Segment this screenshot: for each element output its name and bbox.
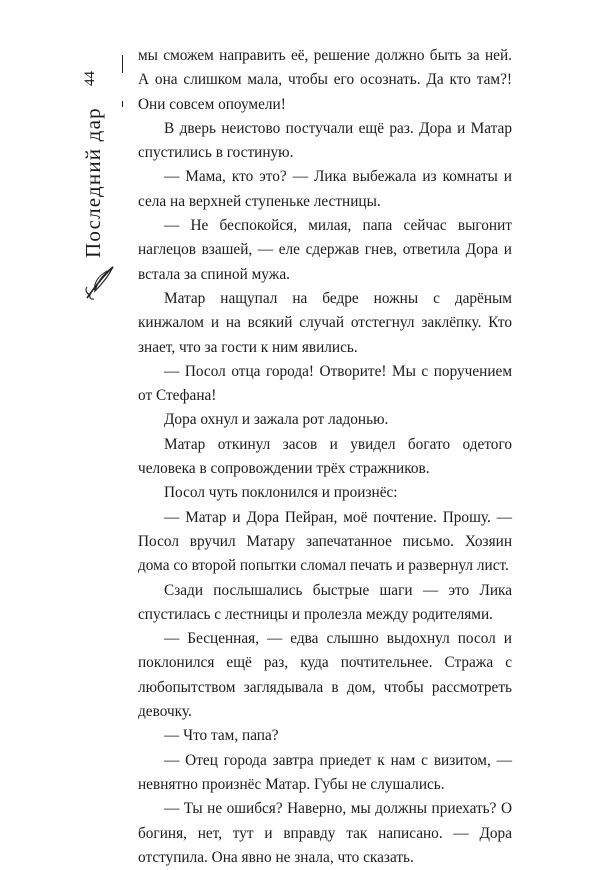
paragraph: — Не беспокойся, милая, папа сейчас выгонит наглецов взашей, — еле сдержав гнев, ответила Дора и встала за спиной мужа. [138, 217, 512, 283]
page-number: 44 [82, 71, 98, 86]
paragraph: — Ты не ошибся? Наверно, мы должны приехать? О богиня, нет, тут и вправду так написано. — Дора отступила. Она явно не знала, что сказать. [138, 800, 512, 866]
paragraph: В дверь неистово постучали ещё раз. Дора и Матар спустились в гостиную. [138, 119, 512, 162]
paragraph: — Отец города завтра приедет к нам с визитом, — невнятно произнёс Матар. Губы не слушались. [138, 751, 512, 793]
paragraph: — Бесценная, — едва слышно выдохнул посол и поклонился ещё раз, куда почтительнее. Стража с любопытством заглядывала в дом, чтобы рассмотреть девочку. [138, 630, 512, 721]
running-header [70, 55, 118, 295]
body-text [138, 44, 512, 870]
paragraph: Сзади послышались быстрые шаги — это Лика спустилась с лестницы и пролезла между родителями. [138, 581, 512, 623]
book-title: Последний дар [81, 107, 105, 258]
header-rule-top [122, 55, 123, 73]
paragraph: — Что там, папа? [164, 727, 279, 745]
paragraph: — Посол отца города! Отворите! Мы с поручением от Стефана! [138, 362, 512, 405]
feather-icon [82, 263, 118, 303]
paragraph: мы сможем направить её, решение должно быть за ней. А она слишком мала, чтобы его осознать. Да кто там?! Они совсем опоумели! [138, 47, 512, 113]
paragraph: — Мама, кто это? — Лика выбежала из комнаты и села на верхней ступеньке лестницы. [138, 168, 512, 210]
paragraph: Дора охнул и зажала рот ладонью. [164, 411, 389, 429]
paragraph: Матар нащупал на бедре ножны с дарёным кинжалом и на всякий случай отстегнул заклёпку. Кто знает, что за гости к ним явились. [138, 289, 512, 356]
paragraph: Посол чуть поклонился и произнёс: [164, 484, 398, 502]
header-rule-bottom [122, 101, 123, 107]
paragraph: — Матар и Дора Пейран, моё почтение. Прошу. — Посол вручил Матару запечатанное письмо. Хозяин дома со второй попытки сломал печать и развернул лист. [138, 508, 512, 575]
paragraph: Матар откинул засов и увидел богато одетого человека в сопровождении трёх стражников. [138, 435, 512, 478]
